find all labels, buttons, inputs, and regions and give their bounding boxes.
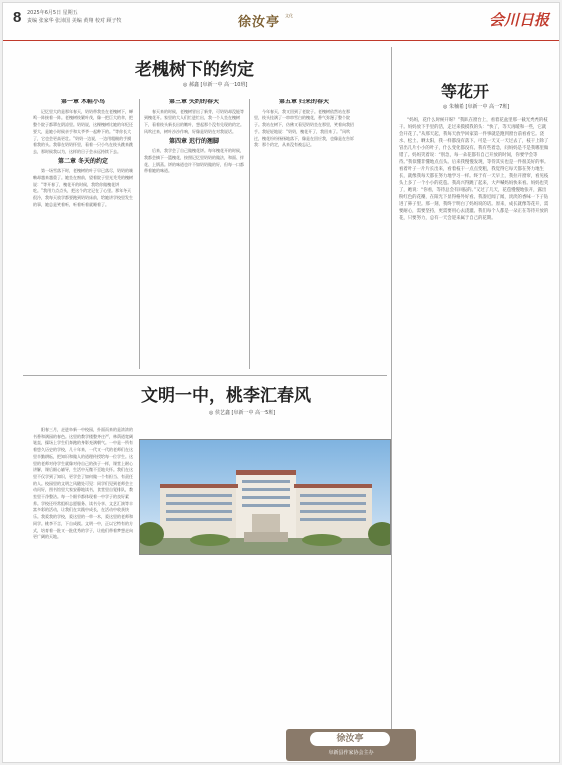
footer-logo-caption: 阜新县作家协会主办 — [328, 750, 374, 756]
article1-title: 老槐树下的约定 — [135, 60, 254, 80]
article2-body-column — [399, 117, 549, 729]
footer-logo — [286, 729, 416, 761]
article2-body: “妈妈，花什么时候开呀？”我趴在窗台上，看着花盆里那一截光秃秃的枝干。妈妈放下手里的活，走过来摸摸我的头：“快了，等天再暖和一些，它就会开花了。”从那天起，我每天放学回家第一件事就是跑到窗台前看看它。浇水、松土、晒太阳，我一样都没有落下。可是一天又一天过去了，枝干上除了冒出几片小小的叶子，什么变化都没有。我有些着急，问妈妈是不是我哪里做错了。妈妈笑着说：“别急，每一朵花都有自己开放的时间，你要学会等待。”我似懂非懂地点点头。后来我慢慢发现，等待其实也是一件很美好的事。看着叶子一片片长出来，看着枝干一点点变粗，我觉得它每天都在努力地生长，就像我每天都在努力地学习一样。终于有一天早上，我拉开窗帘，看见枝头上多了一个小小的花苞。我高兴得跳了起来，大声喊妈妈快来看。妈妈也笑了，她说：“你看，等待总会有回报的。”又过了几天，花苞慢慢地张开，露出粉红色的花瓣，在阳光下显得格外好看。我凑近闻了闻，淡淡的香味一下子钻进了鼻子里。那一刻，我终于明白了妈妈说的话。原来，成长就像等花开，需要耐心，需要坚持，更需要用心去浇灌。我们每个人都是一朵正在等待开放的花，只要努力，总有一天会迎来属于自己的花期。 — [399, 118, 549, 221]
main-column-rule — [391, 47, 392, 757]
column-rule — [249, 99, 250, 369]
brand-logo: 会川日报 — [488, 11, 549, 29]
chapter3-heading: 第三章 失约的春天 — [168, 99, 220, 105]
section-divider — [23, 375, 387, 376]
article3-col1 — [33, 427, 133, 757]
section-sub: 文化 — [285, 13, 293, 18]
article3-body-part1: 阳春三月，走进阜新一中校园，扑面而来的是浓浓的书香和满园的春色。这里的教学楼整齐庄严，林荫道宽阔笔直，操场上学生们奔跑的身影充满朝气。一中是一所有着悠久历史的学校，几十年来，一代又一代的老师们在这里辛勤耕耘，把知识和做人的道理传授给每一位学生。这里的老师对待学生就像对待自己的孩子一样，课堂上耐心讲解，课后细心辅导，生活中无微不至地关怀。我们在这里不仅学到了知识，更学会了如何做一个有担当、有责任的人。校园里的文明之风随处可见：同学们见到老师会主动问好，图书馆里大家安静地读书，食堂里自觉排队，教室里干净整洁。每一个细节都体现着一中学子的良好素养。学校还经常组织志愿服务、读书分享、文艺汇演等丰富多彩的活动，让我们在实践中成长，在活动中收获快乐。我爱我的学校，爱这里的一草一木，爱这里的老师和同学。桃李不言，下自成蹊。文明一中，正以它特有的方式，培育着一批又一批优秀的学子，让他们带着梦想走向更广阔的天地。 — [33, 427, 133, 540]
masthead — [3, 3, 560, 41]
chapter2-heading: 第二章 冬天的约定 — [57, 157, 109, 165]
chapter2-body: 第一场雪落下时，老槐树的叶子早已落尽，奶奶的咳嗽却越来越重了。她坐在窗前，望着院子里光秃秃的槐树说：“等开春了，槐花开的时候，我给你做槐花饼吃。”我用力点点头，把这个约定记在了心里。那年冬天很冷，我每天放学都要跑到奶奶床前，给她讲学校里发生的事，她总是笑着听，听着听着就睡着了。 — [33, 168, 133, 207]
editors-line: 责编 张家华 张沛国 美编 黄翔 校对 顾子牧 — [27, 18, 122, 24]
article1-col1 — [33, 99, 133, 313]
page-number: 8 — [13, 9, 22, 26]
article2-title: 等花开 — [441, 82, 490, 101]
article3-byline: ◎ 侯艺鑫 [阜新一中 高一5班] — [209, 410, 276, 416]
newspaper-page — [2, 2, 560, 763]
date-line: 2025年6月5日 星期五 — [27, 10, 78, 16]
chapter1-heading: 第一章 木鞋小鸟 — [60, 99, 106, 105]
footer-logo-seal: 徐汝亭 — [310, 732, 390, 746]
school-building-photo — [139, 439, 391, 555]
article1-col3 — [254, 99, 354, 369]
article1-col2 — [144, 99, 244, 369]
chapter1-body: 记忆里大约是那年春天，奶奶带我坐在老槐树下，蝉鸣一阵接着一阵。老槐树枝繁叶茂，像一把巨大的伞，把整个院子都罩在阴凉里。奶奶说，这棵槐树比她的年纪还要大，是她小时候亲手和太爷爷一起种下的。“等你长大了，它也会更高更壮。”奶奶一边说，一边用粗糙的手摸着我的头。我靠在奶奶怀里，看着一只小鸟在枝头跳来跳去，那时候我以为，这样的日子会永远持续下去。 — [33, 108, 133, 154]
article2-byline: ◎ 朱楠希 [阜新一中 高一7班] — [443, 104, 510, 110]
chapter5-body: 今年春天，我又回到了老院子。老槐树依然站在那里，枝头挂满了一串串雪白的槐花，香气弥漫了整个院子。我站在树下，仿佛又看见奶奶坐在那里，笑着向我招手。我轻轻地说：“奶奶，槐花开了，我回来了。”风吹过，槐花纷纷扬扬地落下，像是在回应我，也像是在告诉我：那个约定，从来没有被忘记。 — [254, 108, 354, 148]
chapter3-body: 春天来的时候，老槐树冒出了新芽，可奶奶却没能等到槐花开。家里的大人们忙进忙出，我一个人坐在槐树下，看着枝头新长出的嫩叶，想起那个没有兑现的约定。风吹过来，树叶沙沙作响，好像是奶奶在对我说话。 — [144, 108, 244, 134]
chapter4-heading: 第四章 迟行的翘脚 — [168, 137, 220, 145]
section-name: 徐汝亭 — [238, 15, 281, 30]
article3-title: 文明一中，桃李汇春风 — [141, 386, 311, 406]
chapter4-body: 后来，我学会了自己做槐花饼。每年槐花开的时候，我都会摘下一篮槐花，按照记忆里奶奶的做法，和面、拌花、上锅蒸。饼的味道也许不如奶奶做的好，但每一口都带着她的味道。 — [144, 148, 244, 174]
chapter5-heading: 第五章 归来的春天 — [278, 99, 330, 105]
article1-byline: ◎ 郝鑫 [阜新一中 高一10班] — [183, 82, 248, 88]
column-rule — [139, 99, 140, 369]
